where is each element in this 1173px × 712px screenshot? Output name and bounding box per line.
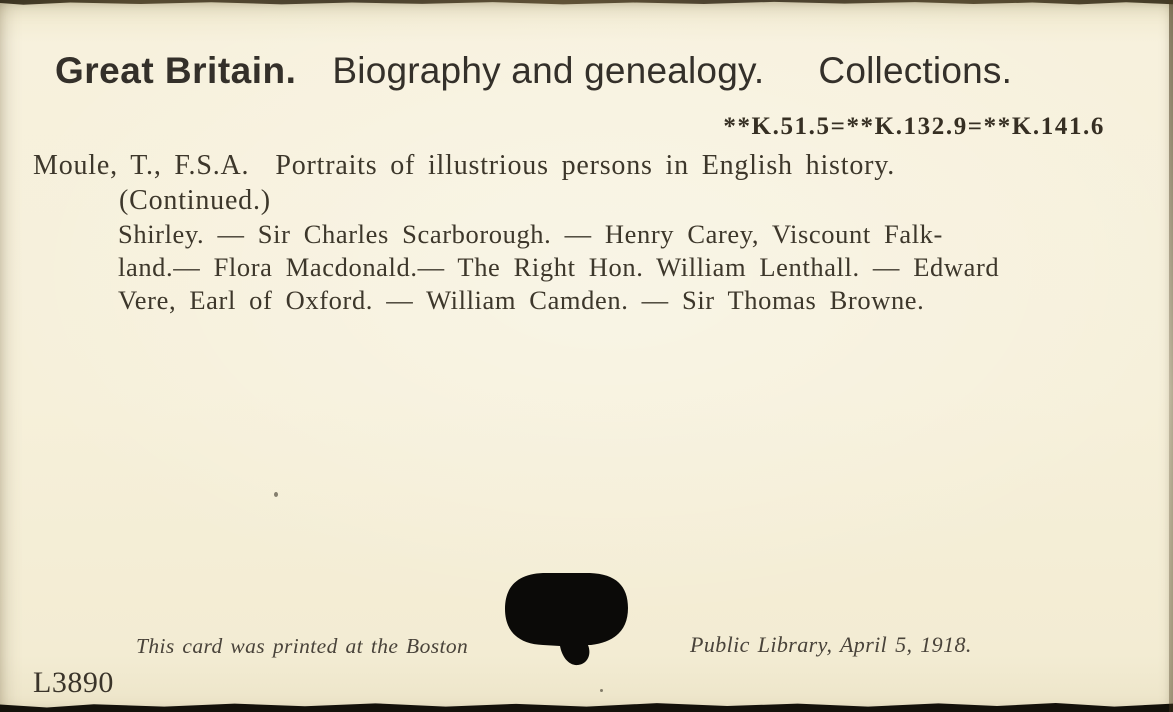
ink-blot-artifact (498, 566, 638, 670)
heading-collections: Collections. (818, 50, 1013, 91)
call-numbers: **K.51.5=**K.132.9=**K.141.6 (723, 113, 1105, 140)
imprint-text-left: This card was printed at the Boston (136, 634, 469, 658)
heading-subject: Biography and genealogy. (332, 50, 765, 91)
entry-main-line (33, 150, 895, 182)
contents-line-3: Vere, Earl of Oxford. — William Camden. — Sir Thomas Browne. (118, 285, 925, 315)
contents-line-1: Shirley. — Sir Charles Scarborough. — Henry Carey, Viscount Falk- (118, 219, 943, 249)
entry-contents (118, 218, 999, 317)
scan-edge-bottom (0, 700, 1173, 712)
paper-speck (600, 689, 603, 692)
scan-edge-top (0, 0, 1173, 7)
entry-continuation-note: (Continued.) (119, 185, 271, 216)
contents-line-2: land.— Flora Macdonald.— The Right Hon. William Lenthall. — Edward (118, 252, 1000, 282)
accession-number: L3890 (33, 666, 114, 699)
imprint-text-right: Public Library, April 5, 1918. (690, 632, 972, 657)
heading-great-britain: Great Britain. (55, 50, 297, 91)
card-header (55, 50, 1012, 92)
entry-title: Portraits of illustrious persons in English history. (275, 150, 896, 181)
scan-edge-right (1169, 0, 1173, 712)
paper-speck (274, 492, 278, 497)
entry-author: Moule, T., F.S.A. (33, 150, 250, 181)
